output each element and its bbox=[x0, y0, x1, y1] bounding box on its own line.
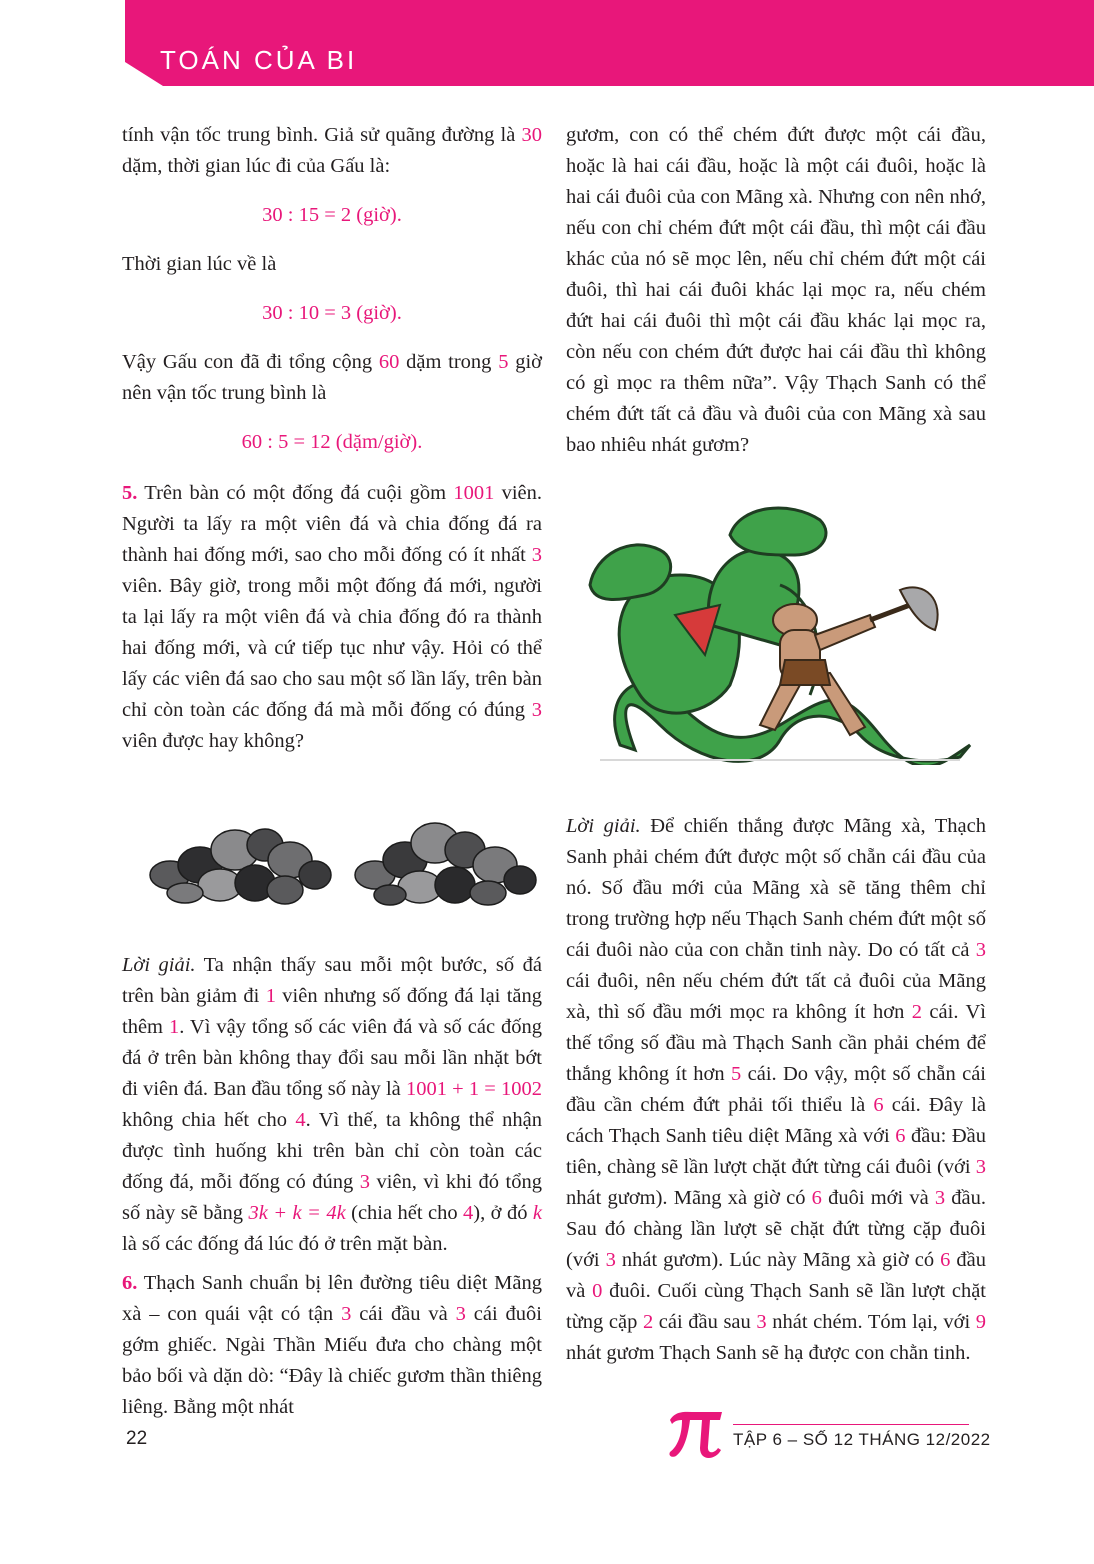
solution-6: Lời giải. Để chiến thắng được Mãng xà, Thạch Sanh phải chém đứt được một số chẵn cái đầu của nó. Số đầu mới của Mãng xà sẽ tăng thêm chỉ trong trường hợp nếu Thạch Sanh chém đứt một số cái đuôi nào của con chằn tinh này. Do có tất cả 3 cái đuôi, nên nếu chém đứt tất cả đuôi của Mãng xà, thì số đầu mới mọc ra không ít hơn 2 cái. Vì thế tổng số đầu mà Thạch Sanh cần phải chém để thắng không ít hơn 5 cái. Do vậy, một số chẵn cái đầu cần chém đứt phải tối thiểu là 6 cái. Đây là cách Thạch Sanh tiêu diệt Mãng xà với 6 đầu: Đầu tiên, chàng sẽ lần lượt chặt đứt từng cái đuôi (với 3 nhát gươm). Mãng xà giờ có 6 đuôi mới và 3 đầu. Sau đó chàng lần lượt sẽ chặt đứt từng cặp đuôi (với 3 nhát gươm). Lúc này Mãng xà giờ có 6 đầu và 0 đuôi. Cuối cùng Thạch Sanh sẽ lần lượt chặt từng cặp 2 cái đầu sau 3 nhát chém. Tóm lại, với 9 nhát gươm Thạch Sanh sẽ hạ được con chằn tinh. bbox=[566, 815, 987, 1364]
equation: 60 : 5 = 12 (dặm/giờ). bbox=[241, 431, 423, 453]
issue-label: TẬP 6 – SỐ 12 THÁNG 12/2022 bbox=[733, 1430, 991, 1449]
page-number: 22 bbox=[126, 1428, 148, 1449]
paragraph: Thời gian lúc về là bbox=[122, 253, 277, 275]
paragraph: Vậy Gấu con đã đi tổng cộng 60 dặm trong 5 giờ nên vận tốc trung bình là bbox=[122, 351, 542, 404]
problem-5: 5. Trên bàn có một đống đá cuội gồm 1001 viên. Người ta lấy ra một viên đá và chia đống đá ra thành hai đống mới, sao cho mỗi đống có ít nhất 3 viên. Bây giờ, trong mỗi một đống đá mới, người ta lại lấy ra một viên đá và chia đống đó ra thành hai đống mới, và cứ tiếp tục như vậy. Hỏi có thể lấy các viên đá sao cho sau một số lần lấy, trên bàn chỉ còn toàn các đống đá mà mỗi đống có đúng 3 viên được hay không? bbox=[122, 482, 542, 752]
solution-5: Lời giải. Ta nhận thấy sau mỗi một bước, số đá trên bàn giảm đi 1 viên nhưng số đống đá lại tăng thêm 1. Vì vậy tổng số các viên đá và số các đống đá ở trên bàn không thay đổi sau mỗi lần nhặt bớt đi viên đá. Ban đầu tổng số này là 1001 + 1 = 1002 không chia hết cho 4. Vì thế, ta không thể nhận được tình huống khi trên bàn chỉ còn toàn các đống đá, mỗi đống có đúng 3 viên, vì khi đó tổng số này sẽ bằng 3k + k = 4k (chia hết cho 4), ở đó k là số các đống đá lúc đó ở trên mặt bàn. bbox=[122, 954, 543, 1255]
equation: 30 : 15 = 2 (giờ). bbox=[262, 204, 402, 226]
paragraph: tính vận tốc trung bình. Giả sử quãng đường là 30 dặm, thời gian lúc đi của Gấu là: bbox=[122, 124, 542, 177]
right-column bbox=[566, 120, 986, 461]
equation: 30 : 10 = 3 (giờ). bbox=[262, 302, 402, 324]
right-column-lower bbox=[566, 811, 986, 1369]
left-column bbox=[122, 120, 542, 757]
pi-logo bbox=[666, 1406, 724, 1460]
stone-piles-illustration bbox=[140, 805, 540, 915]
paragraph: gươm, con có thể chém đứt được một cái đầu, hoặc là hai cái đầu, hoặc là một cái đuôi, hoặc là hai cái đuôi của con Mãng xà. Nhưng con nên nhớ, nếu con chỉ chém đứt một cái đầu, thì một cái đầu khác của nó sẽ mọc lên, nếu chỉ chém đứt một cái đuôi, thì hai cái đuôi khác lại mọc ra, nếu chém đứt hai cái đuôi thì một cái đầu khác lại mọc ra, còn nếu con chém đứt được hai cái đầu thì không có gì mọc ra thêm nữa”. Vậy Thạch Sanh có thể chém đứt tất cả đầu và đuôi của con Mãng xà sau bao nhiêu nhát gươm? bbox=[566, 124, 986, 456]
left-column-lower bbox=[122, 950, 542, 1423]
snake-and-hero-illustration bbox=[580, 495, 980, 765]
footer-rule bbox=[733, 1424, 969, 1425]
section-title: TOÁN CỦA BI bbox=[160, 45, 358, 75]
problem-6: 6. Thạch Sanh chuẩn bị lên đường tiêu diệt Mãng xà – con quái vật có tận 3 cái đầu và 3 cái đuôi gớm ghiếc. Ngài Thần Miếu đưa cho chàng một bảo bối và dặn dò: “Đây là chiếc gươm thần thiêng liêng. Bằng một nhát bbox=[122, 1272, 542, 1418]
